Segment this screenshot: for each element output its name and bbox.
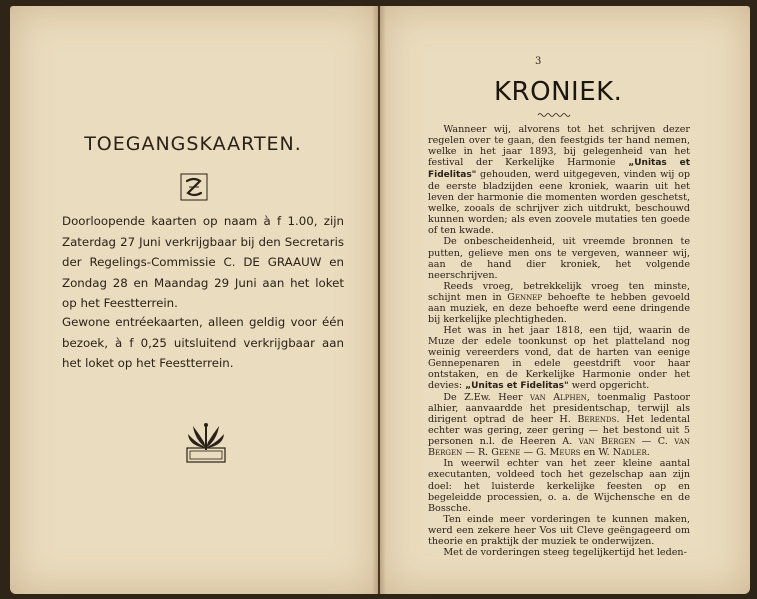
chronicle-paragraph: Het was in het jaar 1818, een tijd, waarin de Muze der edele toonkunst op het platteland nog weinig vereerders vond, dat de harten van eenige Gennepenaren in edele geestdrift voor haar ontstaken, en de Kerkelijke Harmonie onder het devies: „Unitas et Fidelitas" werd opgericht. [428, 324, 690, 392]
chronicle-body [428, 124, 690, 558]
wavy-underline-icon [537, 112, 571, 118]
book-gutter [372, 6, 386, 594]
single-tickets-text: Gewone entréekaarten, alleen geldig voor één bezoek, à f 0,25 uitsluitend verkrijgbaar aan het loket op het Feestterrein. [62, 315, 344, 370]
chronicle-paragraph: De Z.Ew. Heer van Alphen, toenmalig Pastoor alhier, aanvaardde het presidentschap, terwijl als dirigent optrad de heer H. Berends. Het ledental echter was gering, zeer gering — het bestond uit 5 personen n.l. de Heeren A. van Bergen — C. van Bergen — R. Geene — G. Meurs en W. Nadler. [428, 392, 691, 459]
chronicle-paragraph: Met de vorderingen steeg tegelijkertijd het leden- [443, 546, 687, 558]
floral-ornament-icon [185, 420, 227, 464]
chronicle-paragraph: In weerwil echter van het zeer kleine aantal executanten, voldeed toch het gezelschap aan zijn doel: het luisterde kerkelijke feesten op en begeleidde processien, o. a. de Wijchensche en de Bossche. [428, 458, 690, 514]
page-number: 3 [535, 56, 542, 67]
chronicle-paragraph: Ten einde meer vorderingen te kunnen maken, werd een zekere heer Vos uit Cleve geëngageerd om theorie en praktijk der muziek te onderwijzen. [428, 513, 690, 547]
left-page-title: TOEGANGSKAARTEN. [84, 133, 302, 155]
chronicle-paragraph: Wanneer wij, alvorens tot het schrijven dezer regelen over te gaan, den feestgids ter hand nemen, welke in het jaar 1893, bij gelegenheid van het festival der Kerkelijke Harmonie „Unitas et Fidelitas" gehouden, werd uitgegeven, vinden wij op de eerste bladzijden eene kroniek, waarin uit het leven der harmonie die momenten worden geschetst, welke, zooals de schrijver zich uitdrukt, beschouwd kunnen worden; als even zoovele mutaties ten goede of ten kwade. [428, 124, 690, 237]
chronicle-paragraph: Reeds vroeg, betrekkelijk vroeg ten minste, schijnt men in Gennep behoefte te hebben gevoeld aan muziek, en deze behoefte werd eene dringende bij kerkelijke plechtigheden. [428, 280, 691, 325]
season-tickets-text: Doorloopende kaarten op naam à f 1.00, zijn Zaterdag 27 Juni verkrijgbaar bij den Secretaris der Regelings-Commissie C. DE GRAAUW en Zondag 28 en Maandag 29 Juni aan het loket op het Feestterrein. [62, 214, 344, 310]
right-page-title: KRONIEK. [494, 77, 623, 107]
chronicle-paragraph: De onbescheidenheid, uit vreemde bronnen te putten, gelieve men ons te vergeven, wanneer wij, aan de hand dier kroniek, het volgende neerschrijven. [428, 236, 690, 281]
z-ornament-icon [179, 172, 209, 202]
